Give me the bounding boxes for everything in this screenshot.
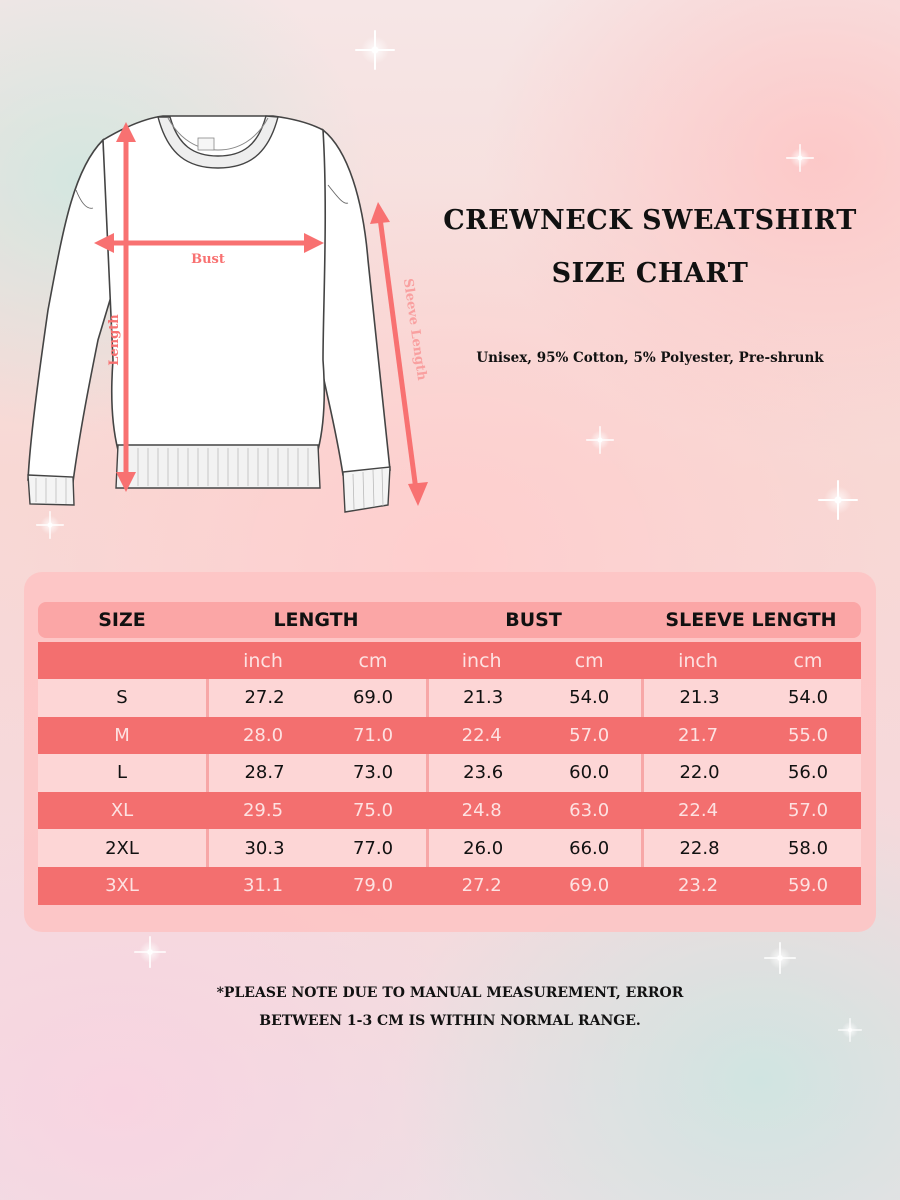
value-cell: 66.0 — [537, 829, 641, 867]
measurement-note: *PLEASE NOTE DUE TO MANUAL MEASUREMENT, ERROR — [216, 985, 684, 1001]
header-sleeve-length: SLEEVE LENGTH — [641, 602, 861, 638]
sparkle-decoration — [134, 936, 166, 968]
table-units-row — [38, 642, 861, 679]
value-cell: 22.8 — [641, 829, 755, 867]
value-cell: 23.2 — [641, 867, 755, 905]
length-label: Length — [107, 314, 122, 366]
value-cell: 57.0 — [755, 792, 861, 830]
value-cell: 21.3 — [426, 679, 537, 717]
value-cell: 73.0 — [320, 754, 426, 792]
left-cuff — [28, 475, 74, 505]
header-bust: BUST — [426, 602, 641, 638]
value-cell: 27.2 — [206, 679, 320, 717]
value-cell: 58.0 — [755, 829, 861, 867]
bust-label: Bust — [191, 252, 225, 267]
table-row — [38, 679, 861, 717]
sleeve-length-label: Sleeve Length — [399, 277, 430, 382]
page-title-line2: SIZE CHART — [551, 258, 749, 289]
value-cell: 28.0 — [206, 717, 320, 755]
page-title: CREWNECK SWEATSHIRT — [443, 205, 857, 236]
value-cell: 71.0 — [320, 717, 426, 755]
value-cell: 63.0 — [537, 792, 641, 830]
value-cell: 22.4 — [641, 792, 755, 830]
sparkle-decoration — [838, 1018, 862, 1042]
size-cell: M — [38, 717, 206, 755]
value-cell: 26.0 — [426, 829, 537, 867]
unit-cell: inch — [426, 642, 537, 679]
value-cell: 69.0 — [320, 679, 426, 717]
right-sleeve — [318, 130, 390, 475]
value-cell: 22.4 — [426, 717, 537, 755]
value-cell: 23.6 — [426, 754, 537, 792]
value-cell: 21.7 — [641, 717, 755, 755]
size-cell: L — [38, 754, 206, 792]
value-cell: 24.8 — [426, 792, 537, 830]
value-cell: 31.1 — [206, 867, 320, 905]
value-cell: 57.0 — [537, 717, 641, 755]
value-cell: 30.3 — [206, 829, 320, 867]
sparkle-decoration — [818, 480, 858, 520]
left-sleeve — [28, 140, 113, 482]
sparkle-decoration — [786, 144, 814, 172]
value-cell: 60.0 — [537, 754, 641, 792]
sweatshirt-diagram — [18, 110, 458, 520]
size-cell: 2XL — [38, 829, 206, 867]
value-cell: 27.2 — [426, 867, 537, 905]
size-cell: XL — [38, 792, 206, 830]
value-cell: 22.0 — [641, 754, 755, 792]
size-cell: 3XL — [38, 867, 206, 905]
value-cell: 54.0 — [537, 679, 641, 717]
fabric-subtitle: Unisex, 95% Cotton, 5% Polyester, Pre-shrunk — [476, 350, 824, 366]
unit-cell: cm — [537, 642, 641, 679]
table-row — [38, 717, 861, 755]
value-cell: 55.0 — [755, 717, 861, 755]
header-length: LENGTH — [206, 602, 426, 638]
value-cell: 54.0 — [755, 679, 861, 717]
unit-cell: cm — [320, 642, 426, 679]
unit-cell: inch — [641, 642, 755, 679]
value-cell: 69.0 — [537, 867, 641, 905]
value-cell: 29.5 — [206, 792, 320, 830]
table-row — [38, 792, 861, 830]
table-row — [38, 829, 861, 867]
sparkle-decoration — [355, 30, 395, 70]
unit-cell: inch — [206, 642, 320, 679]
measurement-note-line2: BETWEEN 1-3 CM IS WITHIN NORMAL RANGE. — [259, 1013, 641, 1029]
header-size: SIZE — [38, 602, 206, 638]
sparkle-decoration — [586, 426, 614, 454]
value-cell: 79.0 — [320, 867, 426, 905]
value-cell: 77.0 — [320, 829, 426, 867]
value-cell: 28.7 — [206, 754, 320, 792]
sparkle-decoration — [764, 942, 796, 974]
value-cell: 75.0 — [320, 792, 426, 830]
unit-cell: cm — [755, 642, 861, 679]
value-cell: 56.0 — [755, 754, 861, 792]
unit-cell — [38, 642, 206, 679]
table-row — [38, 754, 861, 792]
value-cell: 21.3 — [641, 679, 755, 717]
table-header-row — [38, 602, 861, 638]
table-row — [38, 867, 861, 905]
size-cell: S — [38, 679, 206, 717]
size-chart-table — [38, 602, 861, 905]
value-cell: 59.0 — [755, 867, 861, 905]
